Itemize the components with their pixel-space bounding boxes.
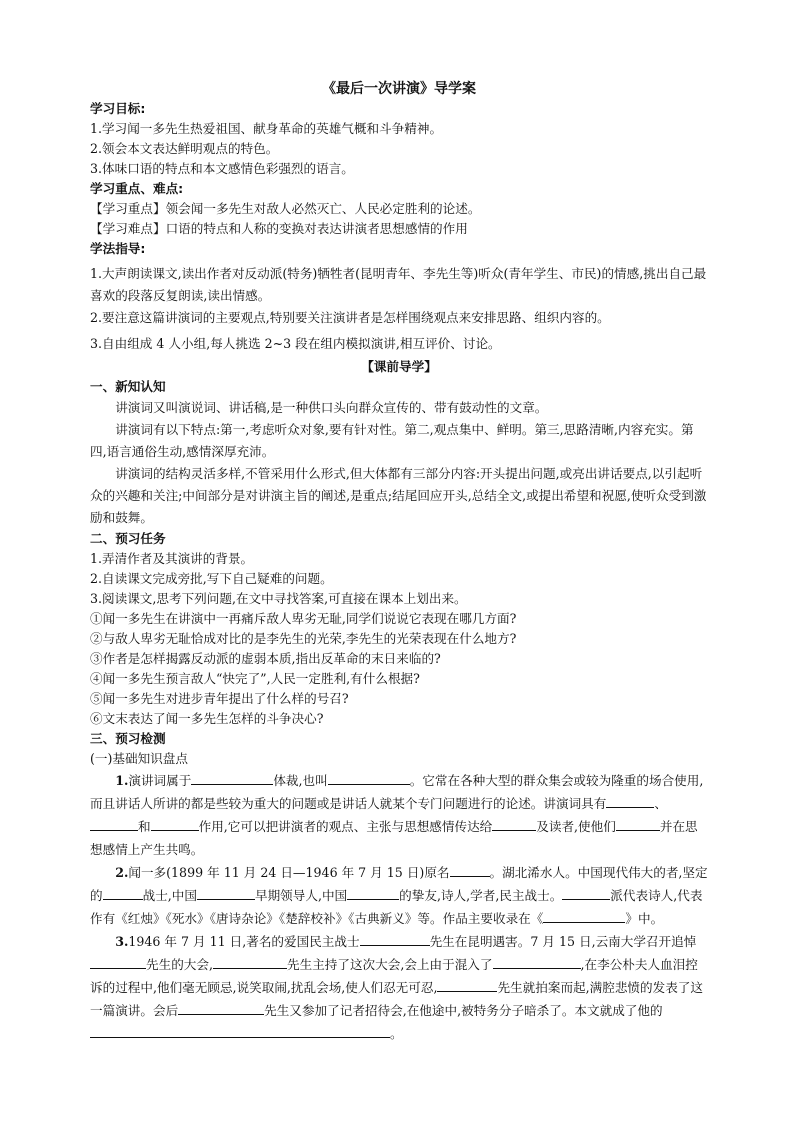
method-item: 3.自由组成 4 人小组,每人挑选 2~3 段在组内模拟演讲,相互评价、讨论。 — [90, 336, 501, 351]
answer-blank[interactable] — [151, 816, 199, 831]
answer-blank[interactable] — [328, 770, 410, 785]
answer-blank[interactable] — [450, 862, 490, 877]
answer-blank[interactable] — [437, 977, 497, 992]
method-item: 2.要注意这篇讲演词的主要观点,特别要关注演讲者是怎样围绕观点来安排思路、组织内容的。 — [90, 310, 610, 325]
method-item: 1.大声朗读课文,读出作者对反动派(特务)牺牲者(昆明青年、李先生等)听众(青年学生、市民)的情感,挑出自己最喜欢的段落反复朗读,读出情感。 — [90, 266, 707, 303]
fill-question-2: 2.闻一多(1899 年 11 月 24 日—1946 年 7 月 15 日)原名 。湖北浠水人。中国现代伟大的者,坚定的 战士,中国 早期领导人,中国 的挚友,诗人,学者,民主战士。 派代表诗人,代表作有《红烛》《死水》《唐诗杂论》《楚辞校补》《古典新义》等。作品主要收录在《 》中。 — [90, 861, 708, 930]
document-page — [90, 79, 708, 1045]
section-heading: 二、预习任务 — [90, 531, 166, 546]
question-item: ③作者是怎样揭露反动派的虚弱本质,指出反革命的末日来临的? — [90, 651, 441, 666]
preclass-heading: 【课前导学】 — [361, 359, 437, 374]
answer-blank[interactable] — [90, 954, 146, 969]
answer-blank[interactable] — [213, 954, 287, 969]
question-item: ⑥文末表达了闻一多先生怎样的斗争决心? — [90, 711, 324, 726]
answer-blank[interactable] — [543, 908, 625, 923]
goal-item: 2.领会本文表达鲜明观点的特色。 — [90, 141, 279, 156]
section-paragraph: 讲演词有以下特点:第一,考虑听众对象,要有针对性。第二,观点集中、鲜明。第三,思路清晰,内容充实。第四,语言通俗生动,感情深厚充沛。 — [90, 422, 694, 459]
subsection-heading: (一)基础知识盘点 — [90, 751, 188, 766]
goal-item: 3.体味口语的特点和本文感情色彩强烈的语言。 — [90, 161, 354, 176]
focus-heading: 学习重点、难点: — [90, 181, 184, 196]
answer-blank[interactable] — [197, 885, 255, 900]
task-item: 1.弄清作者及其演讲的背景。 — [90, 551, 254, 566]
section-heading: 一、新知认知 — [90, 379, 166, 394]
answer-blank[interactable] — [360, 931, 430, 946]
focus-item: 【学习难点】口语的特点和人称的变换对表达讲演者思想感情的作用 — [90, 221, 468, 236]
document-title: 《最后一次讲演》导学案 — [322, 81, 476, 97]
task-item: 2.自读课文完成旁批,写下自己疑难的问题。 — [90, 571, 333, 586]
answer-blank[interactable] — [493, 954, 581, 969]
question-number: 1. — [115, 773, 129, 788]
section-paragraph: 讲演词的结构灵活多样,不管采用什么形式,但大体都有三部分内容:开头提出问题,或亮出讲话要点,以引起听众的兴趣和关注;中间部分是对讲演主旨的阐述,是重点;结尾回应开头,总结全文,或提出希望和祝愿,使听众受到激励和鼓舞。 — [90, 466, 707, 525]
question-number: 3. — [115, 934, 129, 949]
focus-item: 【学习重点】领会闻一多先生对敌人必然灭亡、人民必定胜利的论述。 — [90, 201, 481, 216]
section-heading: 三、预习检测 — [90, 731, 166, 746]
answer-blank[interactable] — [90, 816, 138, 831]
question-number: 2. — [115, 865, 129, 880]
goal-item: 1.学习闻一多先生热爱祖国、献身革命的英雄气概和斗争精神。 — [90, 121, 443, 136]
answer-blank[interactable] — [616, 816, 660, 831]
answer-blank[interactable] — [347, 885, 399, 900]
answer-blank[interactable] — [492, 816, 536, 831]
question-item: ④闻一多先生预言敌人“快完了”,人民一定胜利,有什么根据? — [90, 671, 420, 686]
question-item: ②与敌人卑劣无耻恰成对比的是李先生的光荣,李先生的光荣表现在什么地方? — [90, 631, 517, 646]
answer-blank[interactable] — [178, 1000, 264, 1015]
answer-blank[interactable] — [562, 885, 610, 900]
answer-blank[interactable] — [103, 885, 143, 900]
question-item: ①闻一多先生在讲演中一再痛斥敌人卑劣无耻,同学们说说它表现在哪几方面? — [90, 611, 517, 626]
question-item: ⑤闻一多先生对进步青年提出了什么样的号召? — [90, 691, 349, 706]
fill-question-1: 1.演讲词属于 体裁,也叫 。它常在各种大型的群众集会或较为隆重的场合使用,而且讲话人所讲的都是些较为重大的问题或是讲话人就某个专门问题进行的论述。讲演词具有 、和 作用,它可以把讲演者的观点、主张与思想感情传达给 及读者,使他们 并在思想感情上产生共鸣。 — [90, 769, 708, 861]
goals-heading: 学习目标: — [90, 101, 146, 116]
answer-blank[interactable] — [191, 770, 273, 785]
answer-blank[interactable] — [606, 793, 654, 808]
section-paragraph: 讲演词又叫演说词、讲话稿,是一种供口头向群众宣传的、带有鼓动性的文章。 — [115, 400, 548, 415]
fill-question-3: 3.1946 年 7 月 11 日,著名的爱国民主战士 先生在昆明遇害。7 月 15 日,云南大学召开追悼先生的大会, 先生主持了这次大会,会上由于混入了 ,在李公朴夫人血泪控诉的过程中,他们毫无顾忌,说笑取闹,扰乱会场,使人们忍无可忍, 先生就拍案而起,满腔悲愤的发表了这一篇演讲。会后 先生又参加了记者招待会,在他途中,被特务分子暗杀了。本文就成了他的。 — [90, 930, 708, 1045]
task-item: 3.阅读课文,思考下列问题,在文中寻找答案,可直接在课本上划出来。 — [90, 591, 467, 606]
method-heading: 学法指导: — [90, 241, 146, 256]
answer-blank[interactable] — [90, 1023, 390, 1038]
